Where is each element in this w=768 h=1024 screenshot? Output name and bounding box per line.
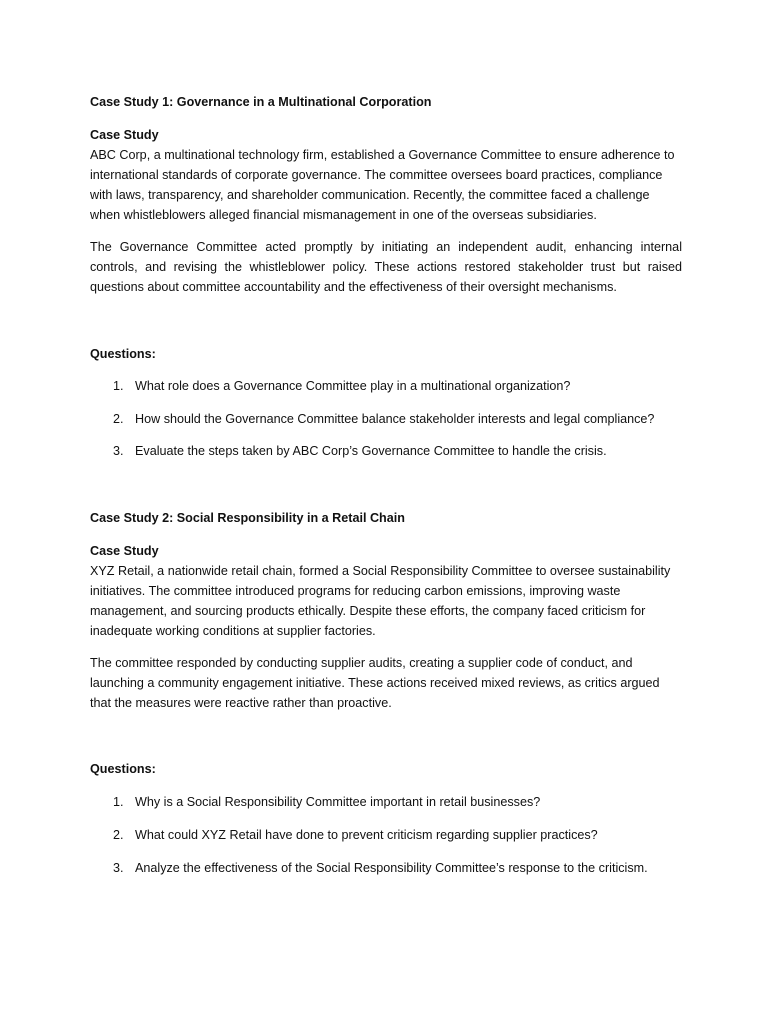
question-text: What role does a Governance Committee play in a multinational organization? <box>135 379 571 393</box>
case1-questions-label: Questions: <box>90 347 156 361</box>
question-number: 1. <box>113 379 124 393</box>
case1-heading: Case Study <box>90 128 159 142</box>
case2-paragraph-1: XYZ Retail, a nationwide retail chain, formed a Social Responsibility Committee to oversee sustainability initiatives. The committee introduced programs for reducing carbon emissions, improving waste management, and sourcing products ethically. Despite these efforts, the company faced criticism for inadequate working conditions at supplier factories. <box>90 564 671 638</box>
case1-title: Case Study 1: Governance in a Multinational Corporation <box>90 95 432 109</box>
question-text: Analyze the effectiveness of the Social Responsibility Committee’s response to the criticism. <box>135 861 648 875</box>
case1-paragraph-1: ABC Corp, a multinational technology firm, established a Governance Committee to ensure adherence to international standards of corporate governance. The committee oversees board practices, compliance with laws, transparency, and shareholder communication. Recently, the committee faced a challenge when whistleblowers alleged financial mismanagement in one of the overseas subsidiaries. <box>90 148 675 222</box>
question-number: 2. <box>113 412 124 426</box>
question-number: 3. <box>113 861 124 875</box>
question-number: 3. <box>113 444 124 458</box>
question-text: How should the Governance Committee balance stakeholder interests and legal compliance? <box>135 412 655 426</box>
case1-paragraph-2: The Governance Committee acted promptly by initiating an independent audit, enhancing internal controls, and revising the whistleblower policy. These actions restored stakeholder trust but raised questions about committee accountability and the effectiveness of their oversight mechanisms. <box>90 240 682 294</box>
question-number: 1. <box>113 795 124 809</box>
case2-paragraph-2: The committee responded by conducting supplier audits, creating a supplier code of conduct, and launching a community engagement initiative. These actions received mixed reviews, as critics argued that the measures were reactive rather than proactive. <box>90 656 660 710</box>
question-text: Evaluate the steps taken by ABC Corp’s Governance Committee to handle the crisis. <box>135 444 607 458</box>
question-text: Why is a Social Responsibility Committee important in retail businesses? <box>135 795 541 809</box>
case2-title: Case Study 2: Social Responsibility in a Retail Chain <box>90 511 405 525</box>
case2-questions-label: Questions: <box>90 762 156 776</box>
case2-heading: Case Study <box>90 544 159 558</box>
question-number: 2. <box>113 828 124 842</box>
question-text: What could XYZ Retail have done to prevent criticism regarding supplier practices? <box>135 828 598 842</box>
